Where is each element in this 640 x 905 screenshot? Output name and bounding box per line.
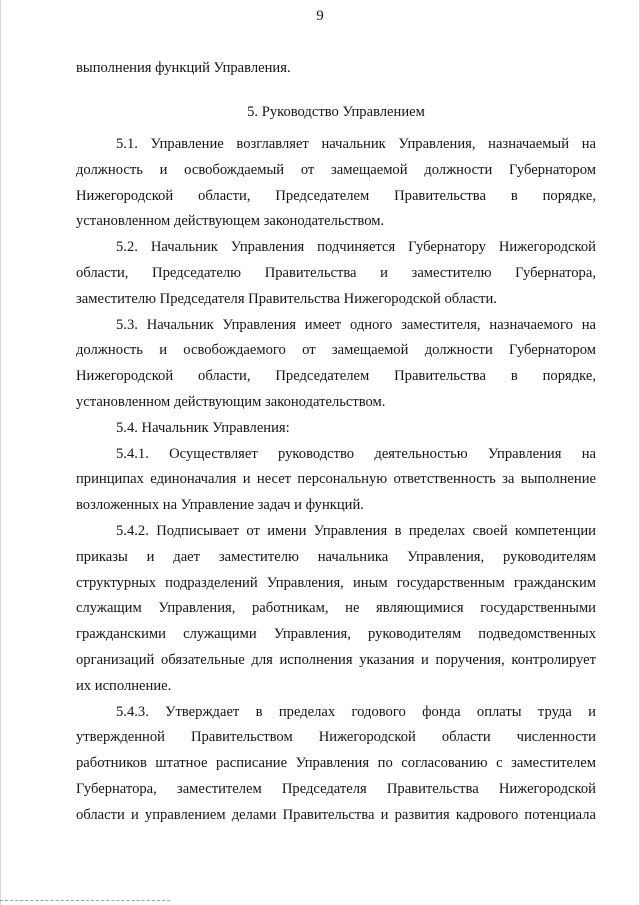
paragraph-5-4-2-line: приказы и дает заместителю начальника Управления, руководителям (76, 548, 596, 565)
paragraph-5-4-3-line: работников штатное расписание Управления по согласованию с заместителем (76, 755, 596, 772)
body-text (76, 132, 596, 829)
paragraph-5-3-line: установленном действующим законодательством. (76, 393, 386, 410)
paragraph-5-4-2-line: организаций обязательные для исполнения указания и поручения, контролирует (76, 651, 596, 668)
scan-left-edge (0, 0, 5, 905)
scan-right-edge (635, 0, 640, 905)
paragraph-5-4-2-line: их исполнение. (76, 677, 172, 694)
paragraph-5-4-3-line: области и управлением делами Правительства и развития кадрового потенциала (76, 806, 596, 823)
scan-bottom-rule (0, 899, 170, 901)
paragraph-5-3-line: Нижегородской области, Председателем Правительства в порядке, (76, 368, 596, 385)
paragraph-line: выполнения функций Управления. (76, 60, 291, 76)
paragraph-5-4-3-line: 5.4.3. Утверждает в пределах годового фонда оплаты труда и (116, 703, 596, 720)
page-number: 9 (316, 8, 324, 24)
paragraph-5-4-1-line: 5.4.1. Осуществляет руководство деятельностью Управления на (116, 445, 596, 462)
paragraph-5-4-3-line: Губернатора, заместителем Председателя Правительства Нижегородской (76, 780, 596, 797)
paragraph-5-3-line: 5.3. Начальник Управления имеет одного заместителя, назначаемого на (116, 316, 596, 333)
paragraph-5-4-1-line: принципах единоначалия и несет персональную ответственность за выполнение (76, 471, 596, 488)
paragraph-5-4-2-line: структурных подразделений Управления, иным государственным гражданским (76, 574, 596, 591)
paragraph-5-4-3-line: утвержденной Правительством Нижегородской области численности (76, 729, 596, 746)
text-block-intro (76, 56, 596, 82)
paragraph-5-2-line: области, Председателю Правительства и заместителю Губернатора, (76, 264, 596, 281)
paragraph-5-1-line: Нижегородской области, Председателем Правительства в порядке, (76, 187, 596, 204)
paragraph-5-4-2-line: 5.4.2. Подписывает от имени Управления в пределах своей компетенции (116, 522, 596, 539)
paragraph-5-1-line: установленном действующем законодательством. (76, 213, 385, 230)
paragraph-5-4-1-line: возложенных на Управление задач и функций. (76, 497, 364, 514)
paragraph-5-2-line: заместителю Председателя Правительства Нижегородской области. (76, 290, 497, 307)
paragraph-5-1-line: должность и освобождаемый от замещаемой должности Губернатором (76, 161, 596, 178)
section-heading-block (76, 100, 596, 126)
paragraph-5-3-line: должность и освобождаемого от замещаемой должности Губернатором (76, 342, 596, 359)
paragraph-5-1-line: 5.1. Управление возглавляет начальник Управления, назначаемый на (116, 136, 596, 152)
paragraph-5-4-2-line: служащим Управления, работникам, не являющимися государственными (76, 600, 596, 617)
paragraph-5-4-line: 5.4. Начальник Управления: (116, 419, 290, 436)
section-heading: 5. Руководство Управлением (247, 104, 425, 120)
paragraph-5-4-2-line: гражданскими служащими Управления, руководителям подведомственных (76, 626, 596, 643)
paragraph-5-2-line: 5.2. Начальник Управления подчиняется Губернатору Нижегородской (116, 239, 596, 256)
